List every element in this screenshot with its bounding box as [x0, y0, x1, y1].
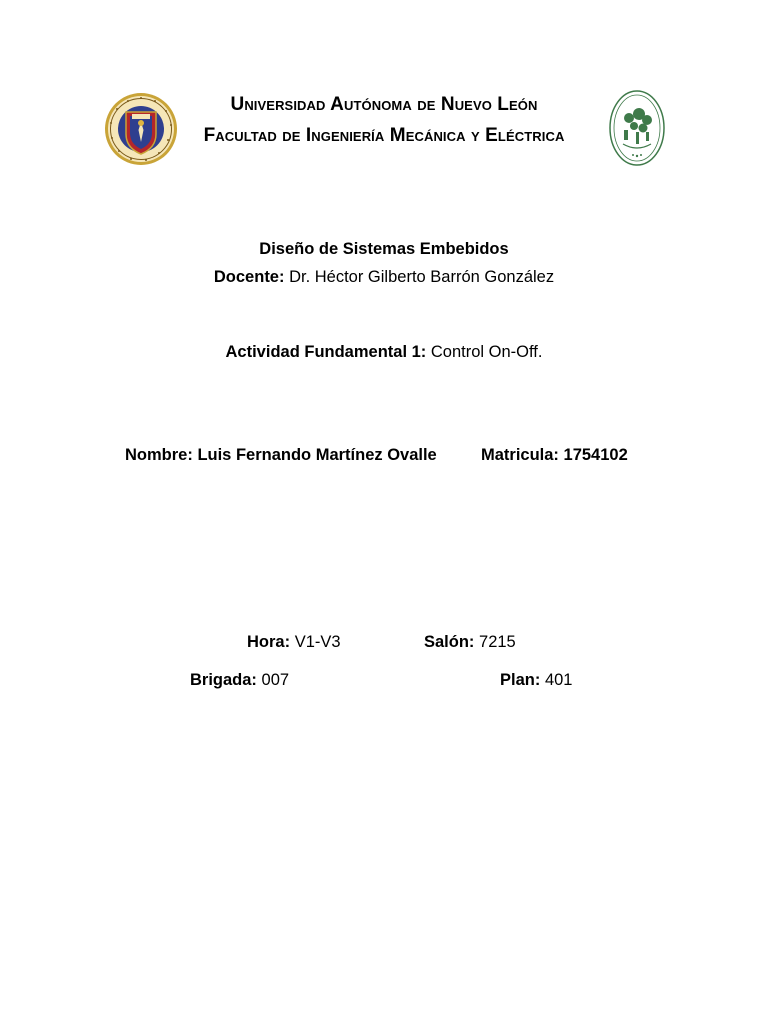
student-name-value: Luis Fernando Martínez Ovalle	[197, 446, 437, 464]
salon-value: 7215	[479, 633, 516, 651]
hora-field	[247, 633, 341, 652]
plan-field	[500, 671, 572, 690]
faculty-name: Facultad de Ingeniería Mecánica y Eléctrica	[203, 125, 565, 146]
hora-value: V1-V3	[294, 633, 341, 651]
activity-label: Actividad Fundamental 1:	[225, 343, 427, 361]
teacher-name: Dr. Héctor Gilberto Barrón González	[289, 268, 555, 286]
student-name-line	[125, 446, 437, 465]
teacher-line	[0, 268, 768, 287]
brigada-value: 007	[261, 671, 290, 689]
activity-line	[0, 343, 768, 362]
student-id-line	[481, 446, 628, 465]
salon-field	[424, 633, 516, 652]
brigada-label: Brigada:	[190, 671, 257, 689]
student-id-value: 1754102	[563, 446, 628, 464]
course-title: Diseño de Sistemas Embebidos	[259, 240, 509, 258]
salon-label: Salón:	[424, 633, 475, 651]
student-name-label: Nombre:	[125, 446, 193, 464]
plan-label: Plan:	[500, 671, 541, 689]
brigada-field	[190, 671, 289, 690]
plan-value: 401	[544, 671, 573, 689]
activity-value: Control On-Off.	[430, 343, 543, 361]
hora-label: Hora:	[247, 633, 291, 651]
teacher-label: Docente:	[213, 268, 285, 286]
university-name: Universidad Autónoma de Nuevo León	[230, 94, 538, 115]
student-id-label: Matricula:	[481, 446, 559, 464]
